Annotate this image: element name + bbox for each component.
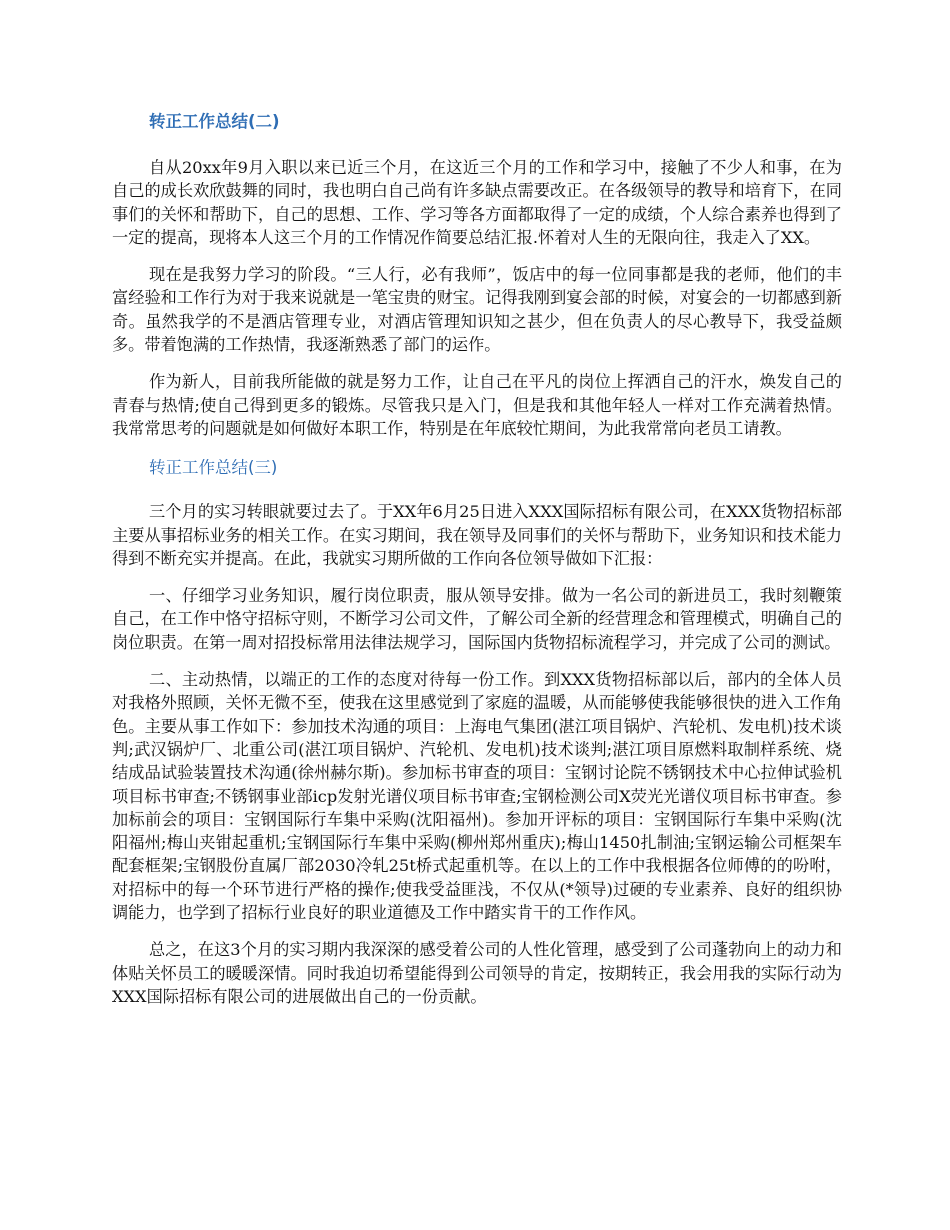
paragraph: 现在是我努力学习的阶段。“三人行，必有我师”，饭店中的每一位同事都是我的老师，他们的丰富经验和工作行为对于我来说就是一笔宝贵的财宝。记得我刚到宴会部的时候，对宴会的一切都感到新奇。虽然我学的不是酒店管理专业，对酒店管理知识知之甚少，但在负责人的尽心教导下，我受益颇多。带着饱满的工作热情，我逐渐熟悉了部门的运作。 [112,265,842,355]
document-page [112,108,842,1022]
section-heading-3: 转正工作总结(三) [149,458,278,478]
paragraph: 作为新人，目前我所能做的就是努力工作，让自己在平凡的岗位上挥洒自己的汗水，焕发自己的青春与热情;使自己得到更多的锻炼。尽管我只是入门，但是我和其他年轻人一样对工作充满着热情。我常常思考的问题就是如何做好本职工作，特别是在年底较忙期间，为此我常常向老员工请教。 [112,372,842,438]
paragraph: 自从20xx年9月入职以来已近三个月，在这近三个月的工作和学习中，接触了不少人和事，在为自己的成长欢欣鼓舞的同时，我也明白自己尚有许多缺点需要改正。在各级领导的教导和培育下，在同事们的关怀和帮助下，自己的思想、工作、学习等各方面都取得了一定的成绩，个人综合素养也得到了一定的提高，现将本人这三个月的工作情况作简要总结汇报.怀着对人生的无限向往，我走入了XX。 [112,158,842,247]
section-heading-2: 转正工作总结(二) [149,112,280,131]
paragraph: 二、主动热情，以端正的工作的态度对待每一份工作。到XXX货物招标部以后，部内的全体人员对我格外照顾，关怀无微不至，使我在这里感觉到了家庭的温暖，从而能够使我能够很快的进入工作角色。主要从事工作如下：参加技术沟通的项目：上海电气集团(湛江项目锅炉、汽轮机、发电机)技术谈判;武汉锅炉厂、北重公司(湛江项目锅炉、汽轮机、发电机)技术谈判;湛江项目原燃料取制样系统、烧结成品试验装置技术沟通(徐州赫尔斯)。参加标书审查的项目：宝钢讨论院不锈钢技术中心拉伸试验机项目标书审查;不锈钢事业部icp发射光谱仪项目标书审查;宝钢检测公司X荧光光谱仪项目标书审查。参加标前会的项目：宝钢国际行车集中采购(沈阳福州)。参加开评标的项目：宝钢国际行车集中采购(沈阳福州;梅山夹钳起重机;宝钢国际行车集中采购(柳州郑州重庆);梅山1450扎制油;宝钢运输公司框架车配套框架;宝钢股份直属厂部2030冷轧25t桥式起重机等。在以上的工作中我根据各位师傅的的吩咐，对招标中的每一个环节进行严格的操作;使我受益匪浅，不仅从(*领导)过硬的专业素养、良好的组织协调能力，也学到了招标行业良好的职业道德及工作中踏实肯干的工作作风。 [112,670,842,923]
paragraph: 一、仔细学习业务知识，履行岗位职责，服从领导安排。做为一名公司的新进员工，我时刻鞭策自己，在工作中恪守招标守则，不断学习公司文件，了解公司全新的经营理念和管理模式，明确自己的岗位职责。在第一周对招投标常用法律法规学习，国际国内货物招标流程学习，并完成了公司的测试。 [112,586,842,652]
paragraph: 三个月的实习转眼就要过去了。于XX年6月25日进入XXX国际招标有限公司，在XXX货物招标部主要从事招标业务的相关工作。在实习期间，我在领导及同事们的关怀与帮助下，业务知识和技术能力得到不断充实并提高。在此，我就实习期所做的工作向各位领导做如下汇报： [112,502,842,568]
paragraph: 总之，在这3个月的实习期内我深深的感受着公司的人性化管理，感受到了公司蓬勃向上的动力和体贴关怀员工的暖暖深情。同时我迫切希望能得到公司领导的肯定，按期转正，我会用我的实际行动为XXX国际招标有限公司的进展做出自己的一份贡献。 [112,940,842,1006]
